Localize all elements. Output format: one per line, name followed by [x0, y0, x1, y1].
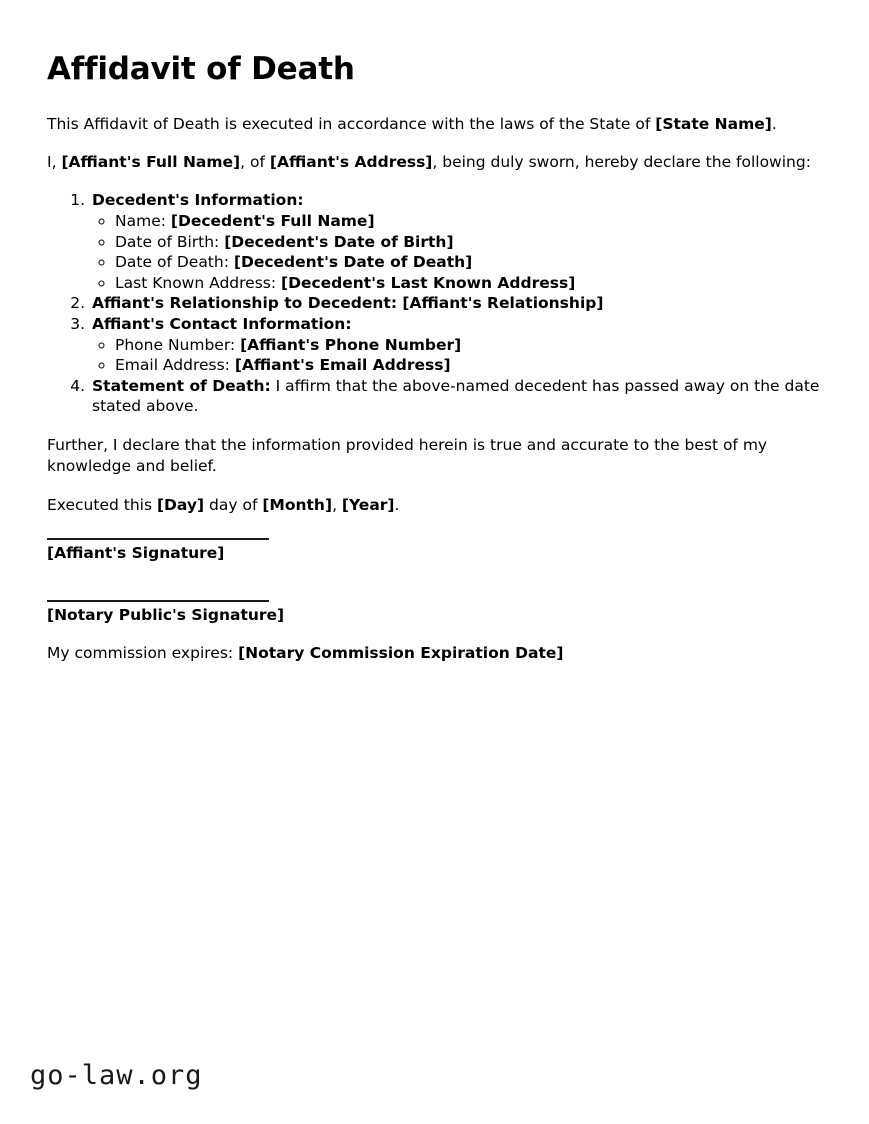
intro-paragraph-2	[47, 152, 822, 173]
month-placeholder: [Month]	[262, 495, 333, 514]
list-item	[115, 211, 822, 232]
document-body	[47, 52, 822, 664]
intro-2-part1: I,	[47, 153, 62, 172]
commission-label: My commission expires:	[47, 643, 239, 662]
notary-signature-block	[47, 600, 822, 626]
sub-item-label: Email Address:	[115, 356, 235, 375]
notary-signature-label: [Notary Public's Signature]	[47, 605, 285, 624]
affiant-signature-block	[47, 538, 822, 564]
list-item	[90, 190, 822, 293]
list-item-heading: Statement of Death:	[92, 376, 271, 395]
list-item	[115, 273, 822, 294]
sub-item-value: [Decedent's Date of Birth]	[224, 232, 454, 251]
intro-2-part2: , of	[240, 153, 270, 172]
sub-item-label: Date of Death:	[115, 253, 234, 272]
list-item-heading: Affiant's Relationship to Decedent: [Affiant's Relationship]	[92, 294, 604, 313]
affiant-signature-label: [Affiant's Signature]	[47, 544, 225, 563]
year-placeholder: [Year]	[341, 495, 395, 514]
intro-paragraph-1	[47, 114, 822, 135]
sub-item-value: [Affiant's Email Address]	[234, 356, 451, 375]
executed-part1: Executed this	[47, 495, 157, 514]
sub-item-label: Phone Number:	[115, 335, 241, 354]
executed-part4: .	[394, 495, 400, 514]
affiant-address-placeholder: [Affiant's Address]	[269, 153, 433, 172]
sub-list	[92, 335, 822, 376]
executed-part3: ,	[332, 495, 342, 514]
list-item-heading: Affiant's Contact Information:	[92, 315, 352, 334]
signature-line	[47, 538, 269, 540]
list-item	[90, 293, 822, 314]
signature-line	[47, 600, 269, 602]
executed-part2: day of	[204, 495, 263, 514]
intro-1-after: .	[771, 114, 777, 133]
list-item	[115, 232, 822, 253]
intro-2-part3: , being duly sworn, hereby declare the following:	[432, 153, 811, 172]
intro-1-before: This Affidavit of Death is executed in accordance with the laws of the State of	[47, 114, 656, 133]
sub-item-label: Date of Birth:	[115, 232, 225, 251]
sub-list	[92, 211, 822, 293]
state-name-placeholder: [State Name]	[655, 114, 772, 133]
sub-item-value: [Decedent's Full Name]	[170, 212, 375, 230]
list-item-body: I affirm that the above-named decedent has passed away on the date stated above.	[92, 376, 820, 416]
list-item	[115, 335, 822, 356]
sub-item-value: [Decedent's Last Known Address]	[281, 273, 576, 292]
executed-paragraph	[47, 495, 822, 516]
sub-item-label: Last Known Address:	[115, 273, 281, 292]
page-title: Affidavit of Death	[47, 51, 355, 87]
site-watermark: go-law.org	[30, 1060, 203, 1091]
list-item	[115, 252, 822, 273]
affiant-name-placeholder: [Affiant's Full Name]	[61, 153, 241, 172]
day-placeholder: [Day]	[156, 495, 205, 514]
declaration-list	[47, 190, 822, 417]
signature-spacer	[47, 565, 822, 600]
further-declaration-paragraph: Further, I declare that the information provided herein is true and accurate to the best of my knowledge and belief.	[47, 436, 768, 476]
list-item-heading: Decedent's Information:	[92, 191, 304, 210]
commission-date-placeholder: [Notary Commission Expiration Date]	[238, 643, 564, 662]
commission-expiration	[47, 643, 822, 664]
sub-item-value: [Decedent's Date of Death]	[233, 253, 473, 272]
sub-item-value: [Affiant's Phone Number]	[240, 335, 462, 354]
list-item	[90, 314, 822, 376]
sub-item-label: Name:	[115, 212, 171, 230]
list-item	[115, 355, 822, 376]
list-item	[90, 376, 822, 417]
